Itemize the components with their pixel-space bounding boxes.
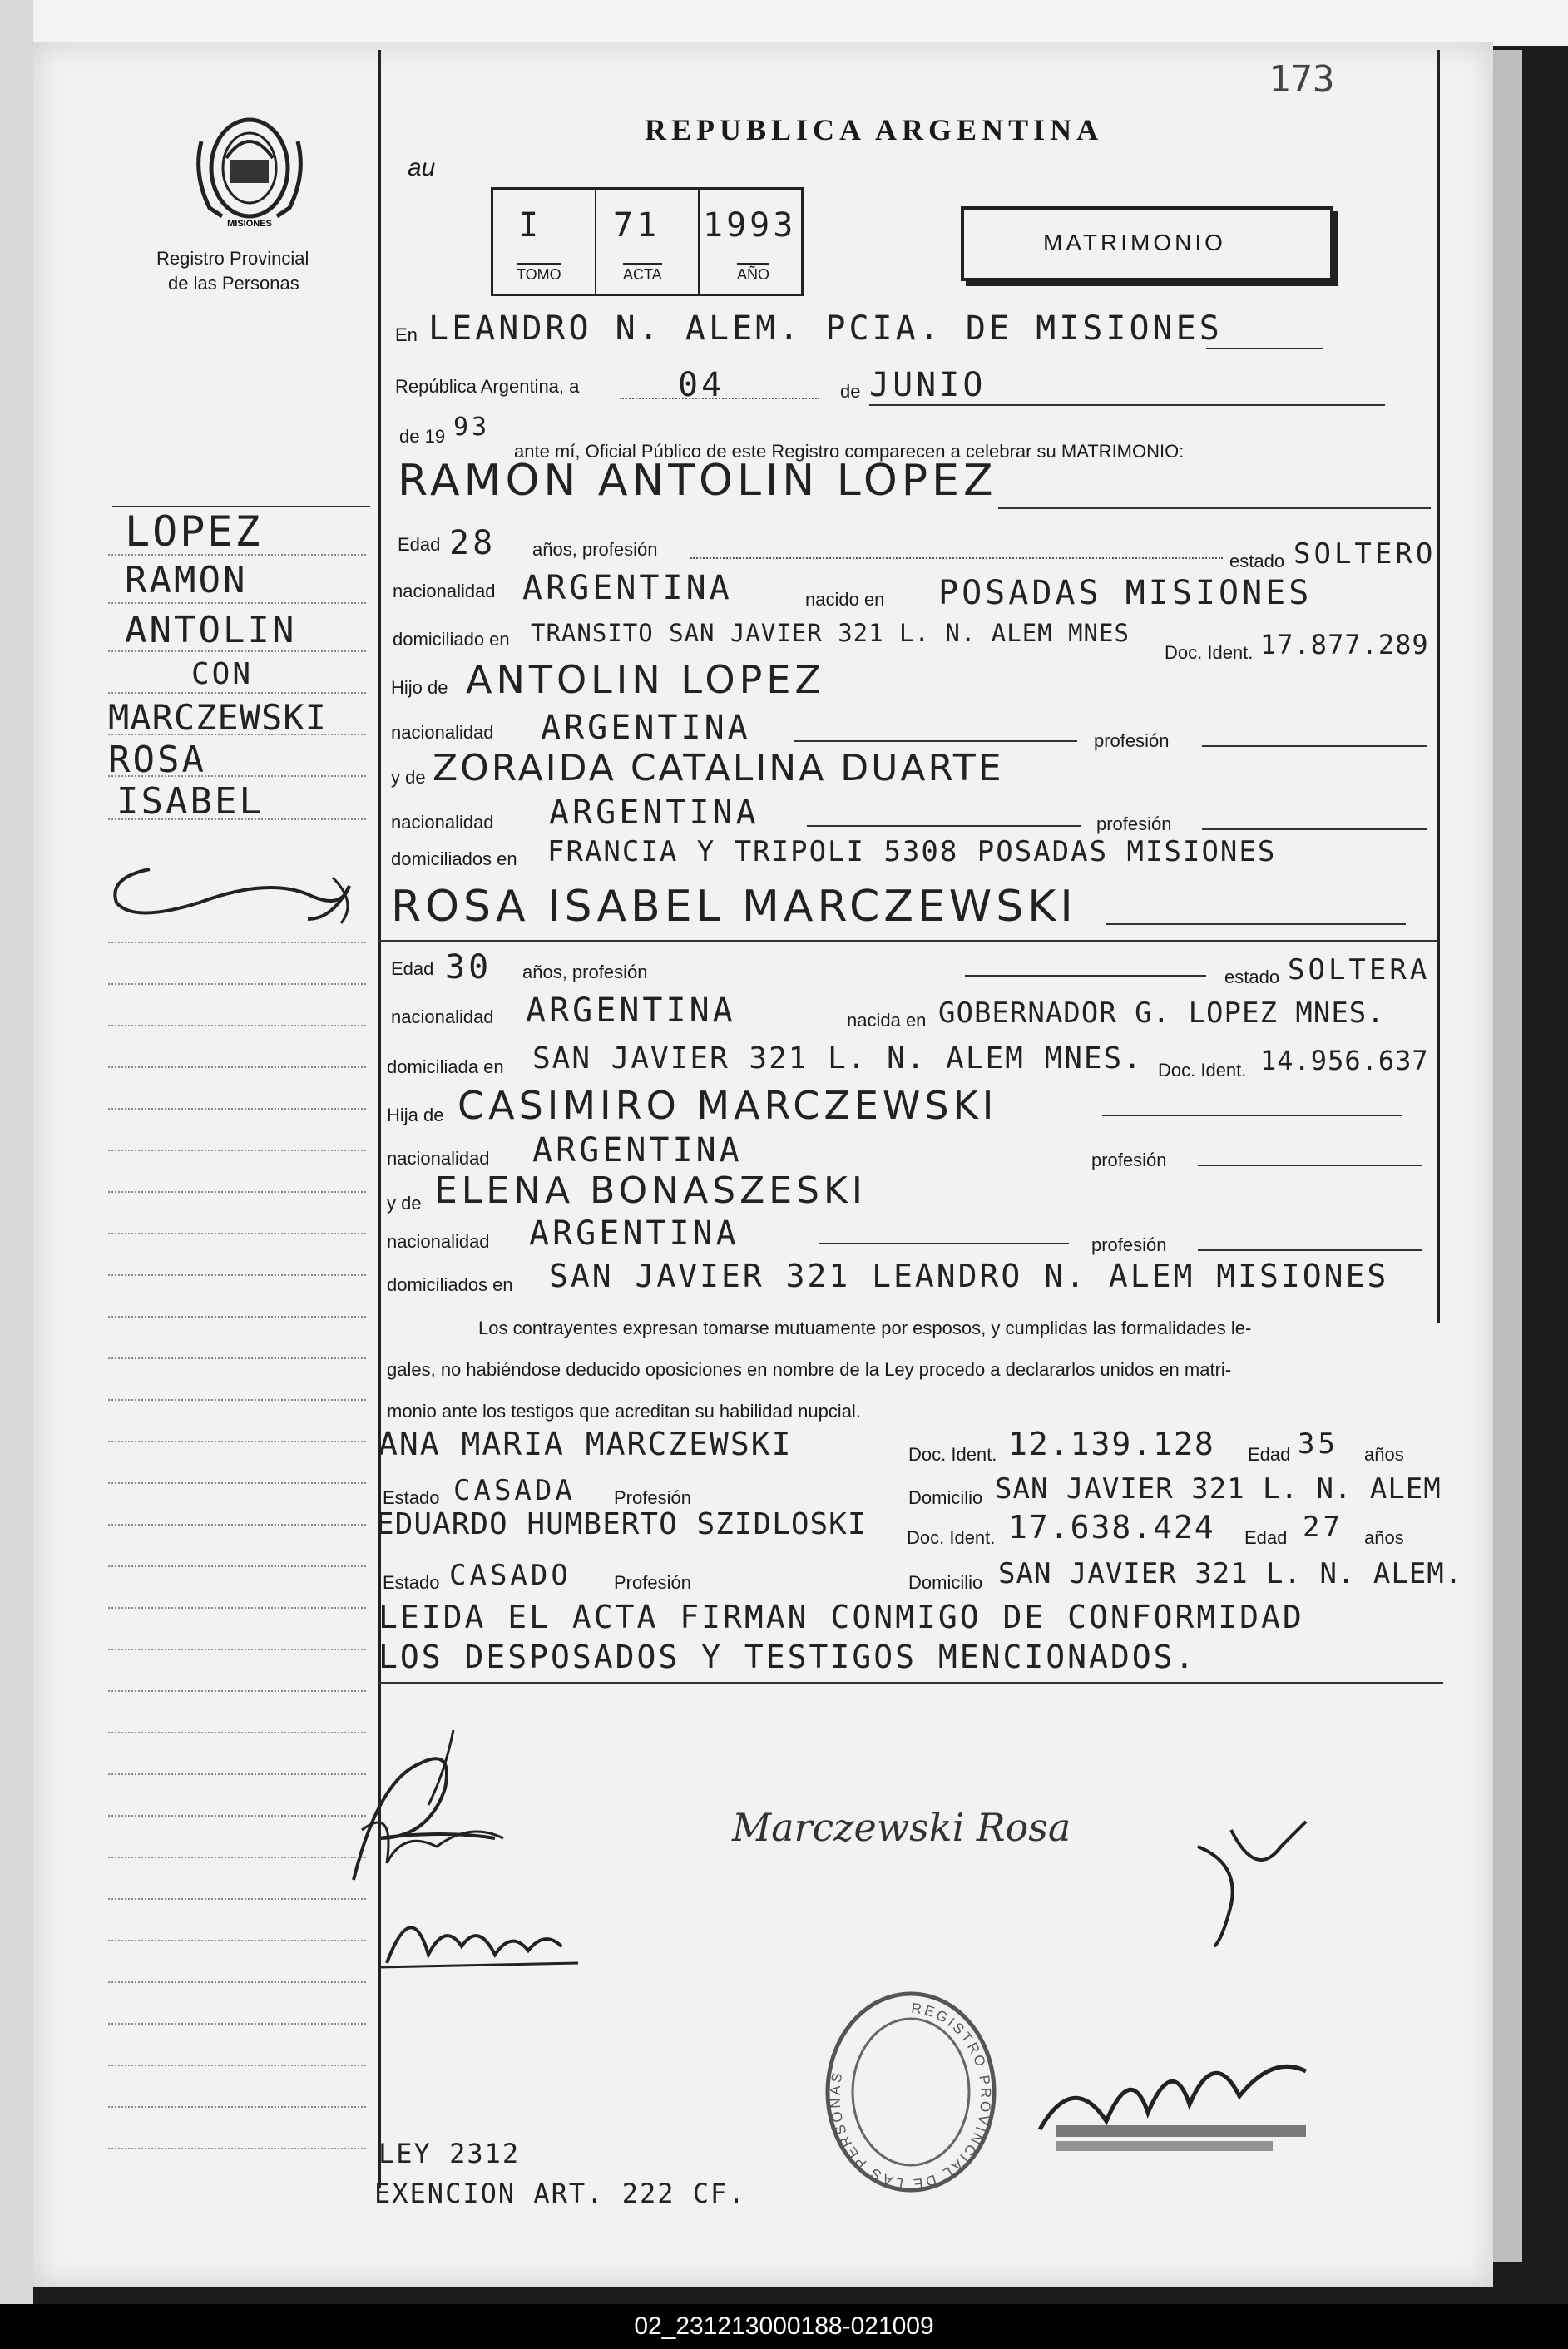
ano-value: 1993 xyxy=(703,206,797,245)
margin-rule xyxy=(108,2021,366,2025)
witness2-estado: CASADO xyxy=(449,1559,571,1592)
margin-rule xyxy=(108,1522,366,1526)
month-value: JUNIO xyxy=(869,366,987,404)
margin-rule xyxy=(108,1772,366,1775)
bride-father-nac-label: nacionalidad xyxy=(387,1148,490,1169)
bride-nacida-label: nacida en xyxy=(847,1010,927,1031)
groom-domiciliado-label: domiciliado en xyxy=(393,629,510,650)
groom-edad-label: Edad xyxy=(398,534,441,555)
bride-hija-label: Hija de xyxy=(387,1105,444,1125)
margin-rule xyxy=(108,1481,366,1484)
witness2-domicilio-label: Domicilio xyxy=(908,1572,983,1593)
margin-rule xyxy=(108,601,366,604)
bride-mother-profesion-label: profesión xyxy=(1091,1234,1167,1255)
margin-rule xyxy=(108,1314,366,1318)
margin-rule xyxy=(108,2104,366,2108)
image-caption: 02_231213000188-021009 xyxy=(0,2304,1568,2349)
bride-name-rule xyxy=(1106,923,1406,925)
bride-nacionalidad-label: nacionalidad xyxy=(391,1006,494,1027)
groom-father-nat-rule xyxy=(794,740,1077,742)
margin-rule xyxy=(108,1356,366,1359)
groom-mother-nationality: ARGENTINA xyxy=(549,794,759,832)
ano-cell xyxy=(700,190,801,294)
witness1-domicilio-label: Domicilio xyxy=(908,1487,983,1508)
margin-rule xyxy=(108,1730,366,1733)
margin-rule xyxy=(108,1439,366,1442)
day-value: 04 xyxy=(678,366,725,404)
bride-age: 30 xyxy=(445,948,492,987)
margin-rule xyxy=(108,2063,366,2066)
tomo-cell xyxy=(493,190,596,294)
witness2-edad-label: Edad xyxy=(1244,1527,1288,1548)
intro-statement: ante mí, Oficial Público de este Registro comparecen a celebrar su MATRIMONIO: xyxy=(514,441,1185,462)
registry-name-line1: Registro Provincial xyxy=(156,248,309,269)
closing-line2: LOS DESPOSADOS Y TESTIGOS MENCIONADOS. xyxy=(378,1639,1197,1675)
groom-mother-nac-label: nacionalidad xyxy=(391,812,494,833)
groom-age: 28 xyxy=(449,524,497,562)
margin-rule xyxy=(108,690,366,694)
year-suffix: 93 xyxy=(453,413,491,442)
groom-mother: ZORAIDA CATALINA DUARTE xyxy=(433,747,1004,789)
witness2-profesion-label: Profesión xyxy=(614,1572,691,1593)
groom-father: ANTOLIN LOPEZ xyxy=(466,657,825,702)
closing-line1: LEIDA EL ACTA FIRMAN CONMIGO DE CONFORMIDAD xyxy=(378,1599,1304,1635)
bride-domiciliada-label: domiciliada en xyxy=(387,1056,504,1077)
groom-mother-nat-rule xyxy=(807,825,1081,827)
margin-rule xyxy=(108,732,366,735)
groom-father-profesion-label: profesión xyxy=(1094,730,1170,751)
record-number-box xyxy=(491,187,804,296)
margin-rule xyxy=(108,1689,366,1692)
month-rule xyxy=(869,404,1385,406)
margin-rule xyxy=(108,940,366,943)
bride-domiciliados-label: domiciliados en xyxy=(387,1274,513,1295)
bride-father-nationality: ARGENTINA xyxy=(532,1131,743,1170)
groom-father-nac-label: nacionalidad xyxy=(391,722,494,743)
acta-value: 71 xyxy=(613,206,660,245)
tomo-label: TOMO xyxy=(517,263,561,284)
margin-line-2: RAMON xyxy=(125,559,248,601)
groom-father-prof-rule xyxy=(1202,745,1427,747)
margin-line-4: CON xyxy=(191,657,254,691)
bride-mother: ELENA BONASZESKI xyxy=(434,1170,867,1212)
misiones-seal-logo xyxy=(185,108,314,233)
witness2-estado-label: Estado xyxy=(383,1572,440,1593)
margin-flourish xyxy=(100,853,374,927)
bride-estado: SOLTERA xyxy=(1288,953,1431,987)
witness-signature xyxy=(378,1888,595,1980)
bride-name: ROSA ISABEL MARCZEWSKI xyxy=(391,882,1077,932)
groom-anos-label: años, profesión xyxy=(532,539,658,560)
margin-rule xyxy=(108,552,366,556)
bride-profesion-rule xyxy=(965,975,1206,977)
groom-nacido-label: nacido en xyxy=(805,589,885,610)
margin-rule xyxy=(108,1273,366,1276)
margin-rule xyxy=(108,1148,366,1151)
registry-name-line2: de las Personas xyxy=(168,273,299,294)
margin-rule xyxy=(108,1605,366,1609)
witness2-age: 27 xyxy=(1303,1511,1343,1544)
top-margin xyxy=(0,0,1568,46)
margin-rule xyxy=(108,982,366,985)
bride-parents-address: SAN JAVIER 321 LEANDRO N. ALEM MISIONES xyxy=(549,1258,1389,1294)
groom-estado-label: estado xyxy=(1229,551,1285,571)
witness2-name: EDUARDO HUMBERTO SZIDLOSKI xyxy=(376,1507,867,1541)
margin-rule xyxy=(108,1813,366,1817)
margin-rule xyxy=(108,1855,366,1858)
acta-cell xyxy=(596,190,700,294)
declaration-line1: Los contrayentes expresan tomarse mutuamente por esposos, y cumplidas las formalidades le- xyxy=(478,1318,1252,1338)
second-witness-signature xyxy=(1181,1813,1314,1955)
ano-label: AÑO xyxy=(737,263,769,284)
groom-name: RAMON ANTOLIN LOPEZ xyxy=(398,456,997,506)
groom-yde-label: y de xyxy=(391,767,426,788)
groom-birthplace: POSADAS MISIONES xyxy=(938,574,1313,612)
groom-doc-label: Doc. Ident. xyxy=(1165,642,1254,663)
bride-mother-nat-rule xyxy=(819,1243,1069,1244)
tomo-value: I xyxy=(518,206,542,245)
bride-father-prof-rule xyxy=(1198,1165,1422,1166)
groom-hijo-label: Hijo de xyxy=(391,677,448,698)
witness2-doc-label: Doc. Ident. xyxy=(907,1527,996,1548)
witness1-doc: 12.139.128 xyxy=(1008,1426,1215,1462)
groom-name-rule xyxy=(998,507,1431,509)
margin-rule xyxy=(108,649,366,652)
witness1-estado: CASADA xyxy=(453,1474,576,1507)
bride-section-rule xyxy=(378,940,1437,942)
record-type-box xyxy=(961,206,1333,281)
bride-anos-label: años, profesión xyxy=(522,962,648,982)
margin-rule xyxy=(108,2146,366,2149)
bride-edad-label: Edad xyxy=(391,958,434,979)
margin-line-5: MARCZEWSKI xyxy=(108,697,327,738)
country-title: REPUBLICA ARGENTINA xyxy=(645,113,1104,146)
groom-nacionalidad-label: nacionalidad xyxy=(393,581,496,601)
bride-birthplace: GOBERNADOR G. LOPEZ MNES. xyxy=(938,996,1385,1030)
bride-father-rule xyxy=(1102,1115,1402,1116)
groom-parents-address: FRANCIA Y TRIPOLI 5308 POSADAS MISIONES xyxy=(547,835,1277,868)
margin-line-7: ISABEL xyxy=(116,780,264,823)
margin-rule xyxy=(108,1564,366,1567)
witness1-estado-label: Estado xyxy=(383,1487,440,1508)
bride-doc: 14.956.637 xyxy=(1260,1045,1429,1076)
page-edge xyxy=(1493,50,1522,2262)
margin-rule xyxy=(108,1647,366,1650)
place-rule xyxy=(1206,348,1323,349)
bride-father-profesion-label: profesión xyxy=(1091,1150,1167,1170)
bride-signature: Marczewski Rosa xyxy=(732,1805,1071,1850)
bride-mother-nationality: ARGENTINA xyxy=(529,1214,739,1253)
margin-rule xyxy=(108,817,366,820)
corner-mark: au xyxy=(408,154,436,181)
year-prefix: de 19 xyxy=(399,426,446,447)
right-border xyxy=(1437,50,1440,1323)
margin-line-3: ANTOLIN xyxy=(125,609,297,651)
witness1-doc-label: Doc. Ident. xyxy=(908,1444,997,1465)
binding-strip xyxy=(0,0,33,2304)
groom-domiciliados-label: domiciliados en xyxy=(391,848,517,869)
margin-rule xyxy=(108,774,366,777)
bride-doc-label: Doc. Ident. xyxy=(1158,1060,1247,1081)
witness1-address: SAN JAVIER 321 L. N. ALEM xyxy=(995,1472,1442,1506)
margin-rule xyxy=(108,1980,366,1983)
margin-line-1: LOPEZ xyxy=(125,507,263,556)
margin-rule xyxy=(108,1065,366,1068)
groom-mother-prof-rule xyxy=(1202,828,1427,830)
margin-rule xyxy=(108,1897,366,1900)
bride-nationality: ARGENTINA xyxy=(526,992,736,1030)
acta-label: ACTA xyxy=(623,263,662,284)
bride-mother-prof-rule xyxy=(1198,1249,1422,1251)
witness2-anos-label: años xyxy=(1364,1527,1404,1548)
page-number: 173 xyxy=(1269,58,1335,101)
groom-profesion-rule xyxy=(690,557,1223,559)
de-label: de xyxy=(840,381,861,402)
bride-mother-nac-label: nacionalidad xyxy=(387,1231,490,1252)
svg-text:REGISTRO PROVINCIAL DE LAS PER: REGISTRO PROVINCIAL DE LAS PERSONAS xyxy=(827,2000,994,2193)
bride-father: CASIMIRO MARCZEWSKI xyxy=(458,1083,998,1128)
witness2-doc: 17.638.424 xyxy=(1008,1509,1215,1545)
margin-rule xyxy=(108,1023,366,1026)
margin-rule xyxy=(108,1231,366,1234)
closing-rule xyxy=(378,1682,1443,1684)
witness1-name: ANA MARIA MARCZEWSKI xyxy=(378,1426,793,1462)
witness1-anos-label: años xyxy=(1364,1444,1404,1465)
bride-estado-label: estado xyxy=(1224,967,1280,987)
declaration-line3: monio ante los testigos que acreditan su habilidad nupcial. xyxy=(387,1401,861,1422)
svg-text:MISIONES: MISIONES xyxy=(227,219,272,229)
declaration-line2: gales, no habiéndose deducido oposiciones en nombre de la Ley procedo a declararlos unidos en matri- xyxy=(387,1359,1232,1380)
margin-rule xyxy=(108,1106,366,1110)
bride-address: SAN JAVIER 321 L. N. ALEM MNES. xyxy=(532,1041,1143,1076)
margin-rule xyxy=(108,1938,366,1941)
witness1-age: 35 xyxy=(1298,1427,1338,1461)
republica-label: República Argentina, a xyxy=(395,376,580,397)
witness2-address: SAN JAVIER 321 L. N. ALEM. xyxy=(998,1557,1463,1590)
margin-rule xyxy=(108,1189,366,1193)
record-type: MATRIMONIO xyxy=(1043,230,1226,255)
groom-estado: SOLTERO xyxy=(1293,537,1437,571)
witness1-edad-label: Edad xyxy=(1248,1444,1291,1465)
groom-mother-profesion-label: profesión xyxy=(1096,813,1172,834)
place-value: LEANDRO N. ALEM. PCIA. DE MISIONES xyxy=(428,309,1223,348)
exemption-note: EXENCION ART. 222 CF. xyxy=(374,2178,746,2209)
groom-nationality: ARGENTINA xyxy=(522,569,733,607)
groom-address: TRANSITO SAN JAVIER 321 L. N. ALEM MNES xyxy=(531,619,1130,647)
law-note: LEY 2312 xyxy=(378,2138,521,2169)
groom-doc: 17.877.289 xyxy=(1260,629,1429,660)
margin-line-6: ROSA xyxy=(108,739,206,781)
witness1-profesion-label: Profesión xyxy=(614,1487,691,1508)
margin-rule xyxy=(108,1397,366,1401)
official-signature xyxy=(1023,2038,1339,2163)
registry-stamp xyxy=(819,1988,1002,2196)
en-label: En xyxy=(395,324,418,345)
bride-yde-label: y de xyxy=(387,1193,422,1214)
groom-father-nationality: ARGENTINA xyxy=(541,709,751,747)
